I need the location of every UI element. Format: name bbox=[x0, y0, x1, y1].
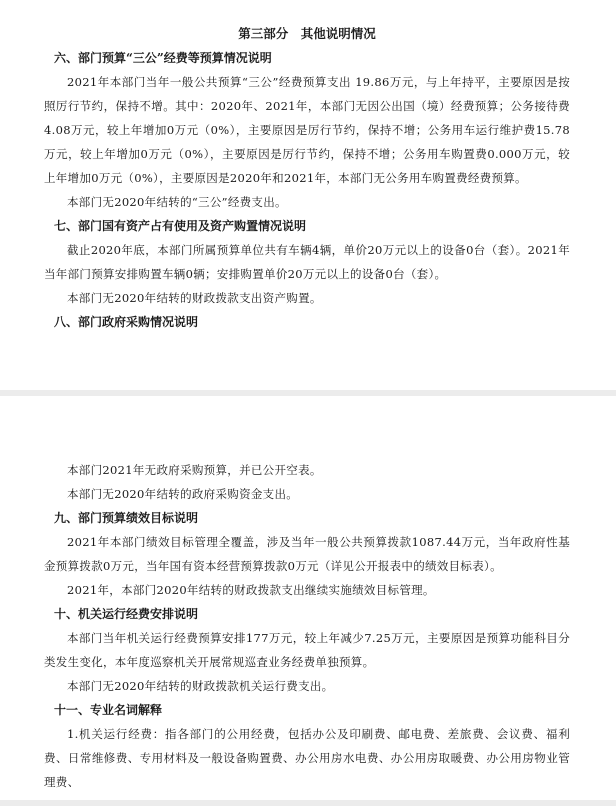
part-title: 第三部分 其他说明情况 bbox=[238, 26, 376, 41]
section-8-paragraph-2: 本部门无2020年结转的政府采购资金支出。 bbox=[67, 487, 299, 501]
section-6-paragraph-1: 2021年本部门当年一般公共预算“三公”经费预算支出 19.86万元，与上年持平，主要原因是按照厉行节约，保持不增。其中：2020年、2021年，本部门无因公出国（境）经费预算；公务接待费4.08万元，较上年增加0万元（0%），主要原因是厉行节约，保持不增；公务用车运行维护费15.78万元，较上年增加0万元（0%），主要原因是厉行节约，保持不增；公务用车购置费0.000万元，较上年增加0万元（0%），主要原因是2020年和2021年，本部门无公务用车购置费经费预算。 bbox=[44, 75, 570, 185]
section-8-paragraph-1: 本部门2021年无政府采购预算，并已公开空表。 bbox=[67, 463, 322, 477]
page-1-content bbox=[44, 22, 570, 334]
section-6-heading: 六、部门预算“三公”经费等预算情况说明 bbox=[54, 51, 272, 65]
section-6-paragraph-2: 本部门无2020年结转的“三公”经费支出。 bbox=[67, 195, 287, 209]
section-7-paragraph-2: 本部门无2020年结转的财政拨款支出资产购置。 bbox=[67, 291, 322, 305]
section-9-paragraph-1: 2021年本部门绩效目标管理全覆盖，涉及当年一般公共预算拨款1087.44万元，当年政府性基金预算拨款0万元，当年国有资本经营预算拨款0万元（详见公开报表中的绩效目标表）。 bbox=[44, 535, 570, 573]
section-10-heading: 十、机关运行经费安排说明 bbox=[54, 607, 199, 621]
section-8-heading: 八、部门政府采购情况说明 bbox=[54, 315, 199, 329]
section-9-paragraph-2: 2021年，本部门2020年结转的财政拨款支出继续实施绩效目标管理。 bbox=[67, 583, 435, 597]
section-7-paragraph-1: 截止2020年底，本部门所属预算单位共有车辆4辆，单价20万元以上的设备0台（套）。2021年当年部门预算安排购置车辆0辆；安排购置单价20万元以上的设备0台（套）。 bbox=[44, 243, 570, 281]
section-7-heading: 七、部门国有资产占有使用及资产购置情况说明 bbox=[54, 219, 307, 233]
section-11-heading: 十一、专业名词解释 bbox=[54, 703, 163, 717]
page-2-content bbox=[44, 458, 570, 794]
section-11-paragraph-1: 1.机关运行经费：指各部门的公用经费，包括办公及印刷费、邮电费、差旅费、会议费、福利费、日常维修费、专用材料及一般设备购置费、办公用房水电费、办公用房取暖费、办公用房物业管理费、 bbox=[44, 727, 570, 789]
section-9-heading: 九、部门预算绩效目标说明 bbox=[54, 511, 199, 525]
section-10-paragraph-1: 本部门当年机关运行经费预算安排177万元，较上年减少7.25万元，主要原因是预算功能科目分类发生变化，本年度巡察机关开展常规巡査业务经费单独预算。 bbox=[44, 631, 570, 669]
document-page-1 bbox=[0, 0, 616, 390]
section-10-paragraph-2: 本部门无2020年结转的财政拨款机关运行费支出。 bbox=[67, 679, 334, 693]
document-page-2 bbox=[0, 396, 616, 806]
page-bottom-edge bbox=[0, 800, 616, 806]
